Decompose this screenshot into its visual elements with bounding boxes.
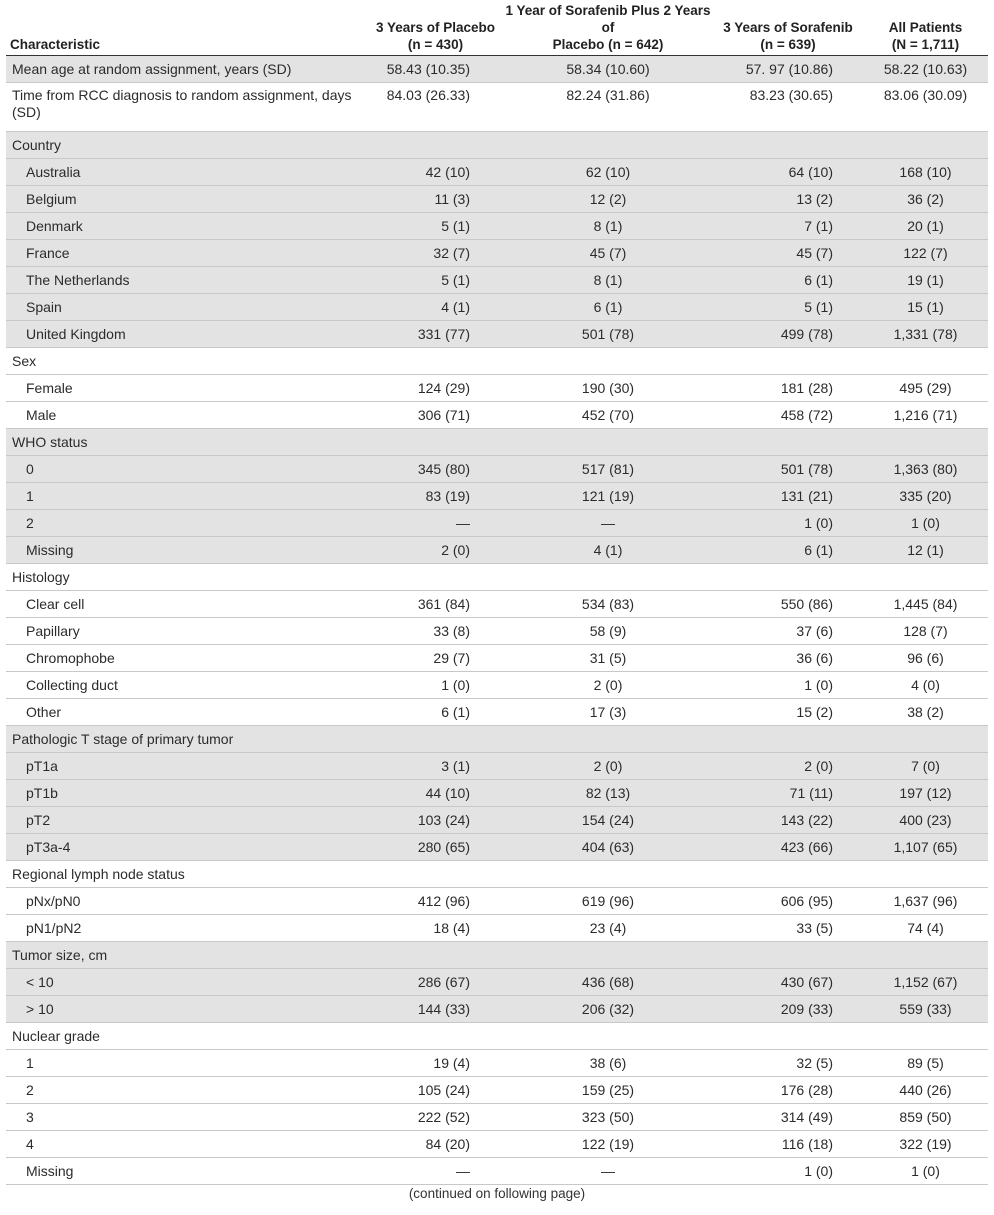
section-row-nuclear-grade bbox=[6, 1023, 988, 1050]
cell-sorafenib-3yr: 57. 97 (10.86) bbox=[713, 56, 863, 83]
table-row: Spain 4 (1) 6 (1) 5 (1) 15 (1) bbox=[6, 294, 988, 321]
section-row-t-stage bbox=[6, 726, 988, 753]
row-label: 1 bbox=[6, 483, 368, 510]
row-label: Mean age at random assignment, years (SD) bbox=[6, 56, 368, 83]
table-row: Belgium 11 (3) 12 (2) 13 (2) 36 (2) bbox=[6, 186, 988, 213]
section-row-who-status bbox=[6, 429, 988, 456]
table-row: 0 345 (80) 517 (81) 501 (78) 1,363 (80) bbox=[6, 456, 988, 483]
table-row: 3 222 (52) 323 (50) 314 (49) 859 (50) bbox=[6, 1104, 988, 1131]
table-row: Denmark 5 (1) 8 (1) 7 (1) 20 (1) bbox=[6, 213, 988, 240]
cell-all-patients: 83.06 (30.09) bbox=[863, 83, 988, 132]
cell-sorafenib-3yr: 83.23 (30.65) bbox=[713, 83, 863, 132]
row-label: > 10 bbox=[6, 996, 368, 1023]
continuation-note: (continued on following page) bbox=[408, 1186, 586, 1201]
table-row: Missing — — 1 (0) 1 (0) bbox=[6, 1158, 988, 1185]
row-label: United Kingdom bbox=[6, 321, 368, 348]
table-row: pN1/pN2 18 (4) 23 (4) 33 (5) 74 (4) bbox=[6, 915, 988, 942]
table-row: Clear cell 361 (84) 534 (83) 550 (86) 1,445 (84) bbox=[6, 591, 988, 618]
table-row: 2 105 (24) 159 (25) 176 (28) 440 (26) bbox=[6, 1077, 988, 1104]
table-row: 1 83 (19) 121 (19) 131 (21) 335 (20) bbox=[6, 483, 988, 510]
table-row bbox=[6, 83, 988, 132]
table-row: 4 84 (20) 122 (19) 116 (18) 322 (19) bbox=[6, 1131, 988, 1158]
row-label: Missing bbox=[6, 1158, 368, 1185]
row-label: 2 bbox=[6, 1077, 368, 1104]
table-header bbox=[6, 2, 988, 56]
header-characteristic: Characteristic bbox=[6, 2, 368, 56]
section-label: Nuclear grade bbox=[6, 1023, 368, 1050]
section-row-lymph-node bbox=[6, 861, 988, 888]
row-label: pNx/pN0 bbox=[6, 888, 368, 915]
row-label: Collecting duct bbox=[6, 672, 368, 699]
section-row-histology bbox=[6, 564, 988, 591]
row-label: The Netherlands bbox=[6, 267, 368, 294]
table-row: Papillary 33 (8) 58 (9) 37 (6) 128 (7) bbox=[6, 618, 988, 645]
table-row: Australia 42 (10) 62 (10) 64 (10) 168 (10) bbox=[6, 159, 988, 186]
table-row: pT2 103 (24) 154 (24) 143 (22) 400 (23) bbox=[6, 807, 988, 834]
table-row: < 10 286 (67) 436 (68) 430 (67) 1,152 (67) bbox=[6, 969, 988, 996]
section-label: Sex bbox=[6, 348, 368, 375]
row-label: Other bbox=[6, 699, 368, 726]
header-placebo: 3 Years of Placebo (n = 430) bbox=[368, 2, 503, 56]
row-label: 0 bbox=[6, 456, 368, 483]
row-label: Male bbox=[6, 402, 368, 429]
row-label: Spain bbox=[6, 294, 368, 321]
table-row: > 10 144 (33) 206 (32) 209 (33) 559 (33) bbox=[6, 996, 988, 1023]
section-label: Regional lymph node status bbox=[6, 861, 368, 888]
row-label: Missing bbox=[6, 537, 368, 564]
table-row: 2 — — 1 (0) 1 (0) bbox=[6, 510, 988, 537]
table-row: France 32 (7) 45 (7) 45 (7) 122 (7) bbox=[6, 240, 988, 267]
section-label: Country bbox=[6, 132, 368, 159]
table-row: pNx/pN0 412 (96) 619 (96) 606 (95) 1,637 (96) bbox=[6, 888, 988, 915]
cell-all-patients: 58.22 (10.63) bbox=[863, 56, 988, 83]
table-row: Male 306 (71) 452 (70) 458 (72) 1,216 (71) bbox=[6, 402, 988, 429]
row-label: Time from RCC diagnosis to random assignment, days (SD) bbox=[6, 83, 368, 132]
row-label: Clear cell bbox=[6, 591, 368, 618]
table-row: Chromophobe 29 (7) 31 (5) 36 (6) 96 (6) bbox=[6, 645, 988, 672]
row-label: 1 bbox=[6, 1050, 368, 1077]
baseline-characteristics-table bbox=[6, 2, 988, 1185]
table-row bbox=[6, 56, 988, 83]
header-sorafenib-3yr: 3 Years of Sorafenib (n = 639) bbox=[713, 2, 863, 56]
row-label: pT3a-4 bbox=[6, 834, 368, 861]
row-label: Australia bbox=[6, 159, 368, 186]
row-label: pT2 bbox=[6, 807, 368, 834]
table-row: Other 6 (1) 17 (3) 15 (2) 38 (2) bbox=[6, 699, 988, 726]
row-label: 2 bbox=[6, 510, 368, 537]
row-label: pN1/pN2 bbox=[6, 915, 368, 942]
table-row: United Kingdom 331 (77) 501 (78) 499 (78) 1,331 (78) bbox=[6, 321, 988, 348]
row-label: Denmark bbox=[6, 213, 368, 240]
row-label: Belgium bbox=[6, 186, 368, 213]
section-row-country bbox=[6, 132, 988, 159]
row-label: France bbox=[6, 240, 368, 267]
cell-placebo: 58.43 (10.35) bbox=[368, 56, 503, 83]
cell-sorafenib-1yr: 82.24 (31.86) bbox=[503, 83, 713, 132]
row-label: Female bbox=[6, 375, 368, 402]
row-label: pT1a bbox=[6, 753, 368, 780]
section-row-sex bbox=[6, 348, 988, 375]
row-label: 4 bbox=[6, 1131, 368, 1158]
row-label: Chromophobe bbox=[6, 645, 368, 672]
table-row: Collecting duct 1 (0) 2 (0) 1 (0) 4 (0) bbox=[6, 672, 988, 699]
cell-placebo: 84.03 (26.33) bbox=[368, 83, 503, 132]
header-all-patients: All Patients (N = 1,711) bbox=[863, 2, 988, 56]
section-label: Pathologic T stage of primary tumor bbox=[6, 726, 368, 753]
row-label: pT1b bbox=[6, 780, 368, 807]
header-sorafenib-1yr: 1 Year of Sorafenib Plus 2 Years of Placebo (n = 642) bbox=[503, 2, 713, 56]
row-label: 3 bbox=[6, 1104, 368, 1131]
table-row: 1 19 (4) 38 (6) 32 (5) 89 (5) bbox=[6, 1050, 988, 1077]
table-row: Missing 2 (0) 4 (1) 6 (1) 12 (1) bbox=[6, 537, 988, 564]
table-row: pT1b 44 (10) 82 (13) 71 (11) 197 (12) bbox=[6, 780, 988, 807]
table-row: pT1a 3 (1) 2 (0) 2 (0) 7 (0) bbox=[6, 753, 988, 780]
row-label: < 10 bbox=[6, 969, 368, 996]
section-label: WHO status bbox=[6, 429, 368, 456]
table-row: pT3a-4 280 (65) 404 (63) 423 (66) 1,107 (65) bbox=[6, 834, 988, 861]
table-row: The Netherlands 5 (1) 8 (1) 6 (1) 19 (1) bbox=[6, 267, 988, 294]
section-label: Histology bbox=[6, 564, 368, 591]
section-row-tumor-size bbox=[6, 942, 988, 969]
section-label: Tumor size, cm bbox=[6, 942, 368, 969]
cell-sorafenib-1yr: 58.34 (10.60) bbox=[503, 56, 713, 83]
row-label: Papillary bbox=[6, 618, 368, 645]
table-row: Female 124 (29) 190 (30) 181 (28) 495 (29) bbox=[6, 375, 988, 402]
